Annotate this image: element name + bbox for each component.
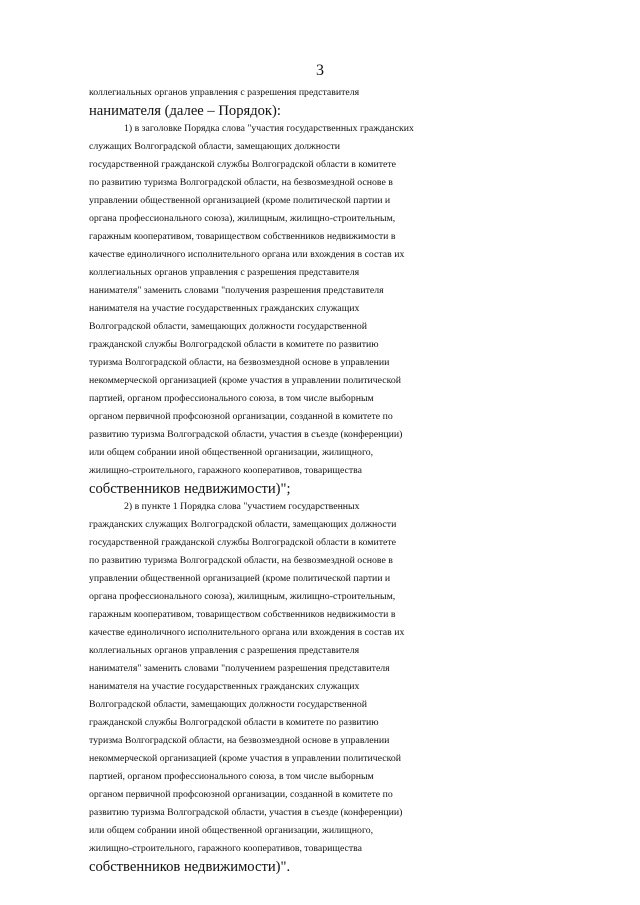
text-line: жилищно-строительного, гаражного кооперативов, товарищества bbox=[89, 843, 363, 854]
text-line: партией, органом профессионального союза, в том числе выборным bbox=[89, 771, 374, 782]
text-line: собственников недвижимости)"; bbox=[89, 481, 291, 497]
text-line: собственников недвижимости)". bbox=[89, 859, 291, 875]
text-line: коллегиальных органов управления с разрешения представителя bbox=[89, 645, 360, 656]
text-line: гражданской службы Волгоградской области в комитете по развитию bbox=[89, 339, 379, 350]
text-line: нанимателя" заменить словами "получения разрешения представителя bbox=[89, 285, 384, 296]
text-line: качестве единоличного исполнительного органа или вхождения в состав их bbox=[89, 249, 405, 260]
text-line: органа профессионального союза), жилищным, жилищно-строительным, bbox=[89, 591, 396, 602]
text-line: гаражным кооперативом, товариществом собственников недвижимости в bbox=[89, 231, 396, 242]
text-line: коллегиальных органов управления с разрешения представителя bbox=[89, 87, 360, 98]
text-line: коллегиальных органов управления с разрешения представителя bbox=[89, 267, 360, 278]
text-line: органом первичной профсоюзной организации, созданной в комитете по bbox=[89, 411, 393, 422]
text-line: управлении общественной организацией (кроме политической партии и bbox=[89, 573, 391, 584]
text-line: некоммерческой организацией (кроме участия в управлении политической bbox=[89, 753, 402, 764]
text-line: 2) в пункте 1 Порядка слова "участием государственных bbox=[124, 501, 360, 512]
text-line: нанимателя на участие государственных гражданских служащих bbox=[89, 681, 360, 692]
text-line: управлении общественной организацией (кроме политической партии и bbox=[89, 195, 391, 206]
text-line: гаражным кооперативом, товариществом собственников недвижимости в bbox=[89, 609, 396, 620]
text-line: партией, органом профессионального союза, в том числе выборным bbox=[89, 393, 374, 404]
text-line: нанимателя" заменить словами "получением разрешения представителя bbox=[89, 663, 390, 674]
text-line: жилищно-строительного, гаражного кооперативов, товарищества bbox=[89, 465, 363, 476]
text-line: служащих Волгоградской области, замещающих должности bbox=[89, 141, 341, 152]
text-line: или общем собрании иной общественной организации, жилищного, bbox=[89, 447, 374, 458]
text-line: государственной гражданской службы Волгоградской области в комитете bbox=[89, 159, 397, 170]
text-line: по развитию туризма Волгоградской области, на безвозмездной основе в bbox=[89, 555, 393, 566]
text-line: органа профессионального союза), жилищным, жилищно-строительным, bbox=[89, 213, 396, 224]
text-line: туризма Волгоградской области, на безвозмездной основе в управлении bbox=[89, 735, 390, 746]
text-line: развитию туризма Волгоградской области, участия в съезде (конференции) bbox=[89, 807, 403, 818]
text-line: нанимателя на участие государственных гражданских служащих bbox=[89, 303, 360, 314]
text-line: гражданской службы Волгоградской области в комитете по развитию bbox=[89, 717, 379, 728]
text-line: некоммерческой организацией (кроме участия в управлении политической bbox=[89, 375, 402, 386]
text-line: туризма Волгоградской области, на безвозмездной основе в управлении bbox=[89, 357, 390, 368]
text-line: качестве единоличного исполнительного органа или вхождения в состав их bbox=[89, 627, 405, 638]
text-line: Волгоградской области, замещающих должности государственной bbox=[89, 699, 368, 710]
text-line: развитию туризма Волгоградской области, участия в съезде (конференции) bbox=[89, 429, 403, 440]
text-line: органом первичной профсоюзной организации, созданной в комитете по bbox=[89, 789, 393, 800]
text-line: или общем собрании иной общественной организации, жилищного, bbox=[89, 825, 374, 836]
text-line: государственной гражданской службы Волгоградской области в комитете bbox=[89, 537, 397, 548]
text-line: гражданских служащих Волгоградской области, замещающих должности bbox=[89, 519, 397, 530]
text-line: Волгоградской области, замещающих должности государственной bbox=[89, 321, 368, 332]
text-line: нанимателя (далее – Порядок): bbox=[89, 103, 281, 119]
text-line: 1) в заголовке Порядка слова "участия государственных гражданских bbox=[124, 123, 414, 134]
page-number: 3 bbox=[316, 62, 324, 79]
text-line: по развитию туризма Волгоградской области, на безвозмездной основе в bbox=[89, 177, 393, 188]
